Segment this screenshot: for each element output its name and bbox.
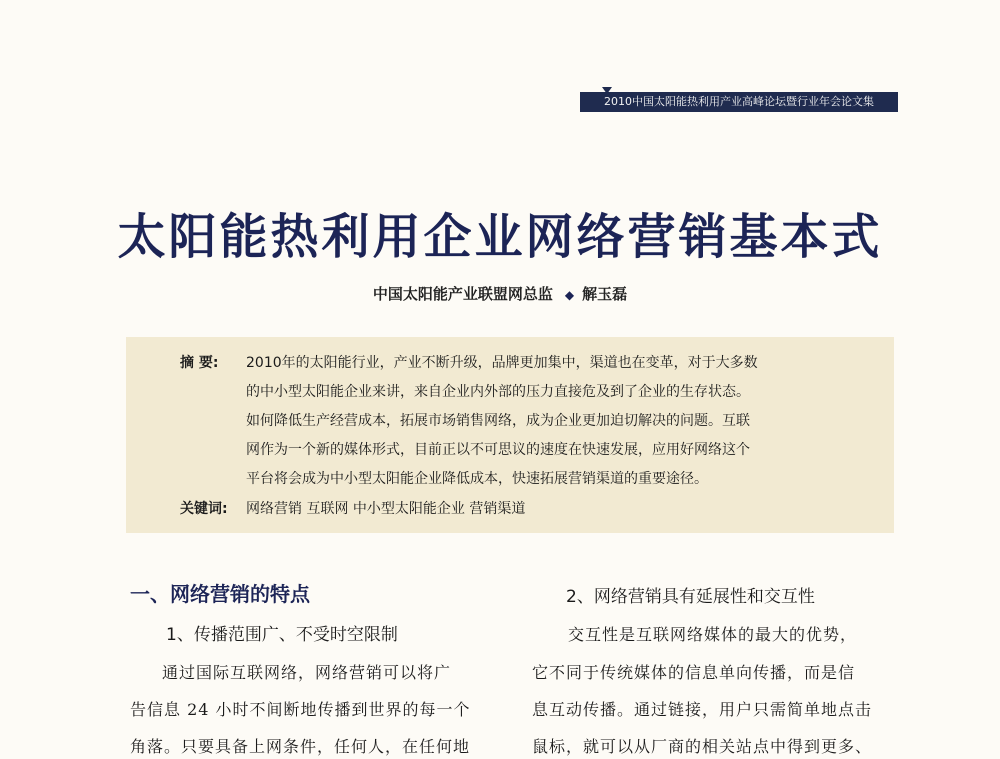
bullet-icon: ◆ — [564, 288, 575, 302]
right-body-line: 息互动传播。通过链接，用户只需简单地点击 — [532, 700, 873, 719]
right-body-line: 它不同于传统媒体的信息单向传播，而是信 — [532, 663, 856, 682]
article-title: 太阳能热利用企业网络营销基本式 — [117, 209, 883, 265]
abstract-line: 的中小型太阳能企业来讲，来自企业内外部的压力直接危及到了企业的生存状态。 — [246, 384, 750, 400]
keywords-text: 网络营销 互联网 中小型太阳能企业 营销渠道 — [246, 501, 526, 517]
right-subheading: 2、网络营销具有延展性和交互性 — [566, 587, 815, 607]
abstract-line: 2010年的太阳能行业，产业不断升级，品牌更加集中，渠道也在变革，对于大多数 — [246, 355, 758, 371]
left-body-line: 通过国际互联网络，网络营销可以将广 — [162, 663, 452, 682]
abstract-label: 摘 要: — [180, 355, 219, 371]
keywords-label: 关键词: — [180, 501, 228, 517]
left-body-line: 告信息 24 小时不间断地传播到世界的每一个 — [130, 700, 471, 719]
right-body-line: 交互性是互联网络媒体的最大的优势， — [568, 625, 858, 644]
abstract-line: 网作为一个新的媒体形式，目前正以不可思议的速度在快速发展，应用好网络这个 — [246, 442, 750, 458]
section-heading: 一、网络营销的特点 — [130, 582, 310, 606]
proceedings-banner: 2010中国太阳能热利用产业高峰论坛暨行业年会论文集 — [580, 92, 898, 112]
abstract-line: 如何降低生产经营成本，拓展市场销售网络，成为企业更加迫切解决的问题。互联 — [246, 413, 750, 429]
left-subheading: 1、传播范围广、不受时空限制 — [166, 625, 398, 645]
right-body-line: 鼠标，就可以从厂商的相关站点中得到更多、 — [532, 737, 873, 756]
abstract-line: 平台将会成为中小型太阳能企业降低成本，快速拓展营销渠道的重要途径。 — [246, 471, 708, 487]
left-body-line: 角落。只要具备上网条件，任何人，在任何地 — [130, 737, 471, 756]
byline — [0, 283, 1000, 304]
author-affiliation: 中国太阳能产业联盟网总监 — [372, 285, 553, 303]
author-name: 解玉磊 — [582, 285, 628, 303]
